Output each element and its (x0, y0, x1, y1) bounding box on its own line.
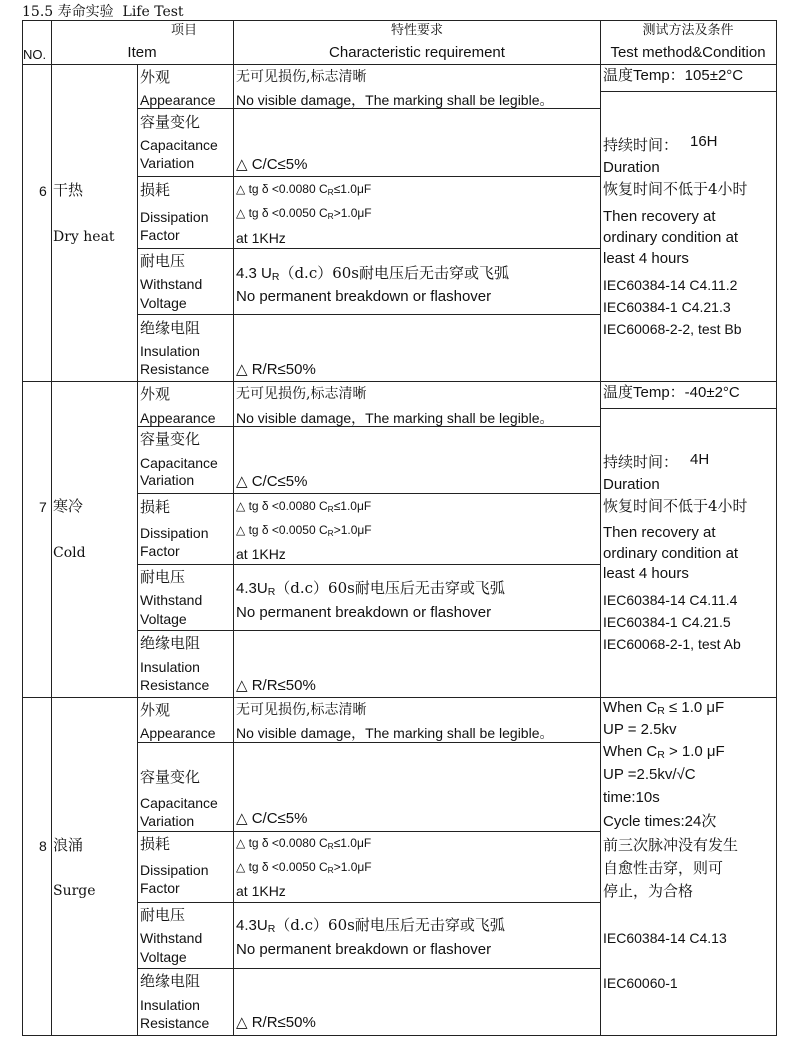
header-item-zh: 项目 (170, 23, 198, 38)
req-dissipation-freq: at 1KHz (236, 546, 286, 562)
cond-time: time:10s (603, 789, 660, 806)
header-item-en: Item (127, 44, 157, 61)
item-dissipation-en1: Dissipation (140, 525, 209, 541)
row-name-zh: 干热 (53, 181, 84, 199)
cond-recovery-en3: least 4 hours (603, 250, 689, 267)
req-withstand-en: No permanent breakdown or flashover (236, 941, 492, 958)
header-no: NO. (23, 47, 47, 62)
cond-recovery-zh: 恢复时间不低于4小时 (603, 497, 748, 515)
req-appearance-en: No visible damage，The marking shall be legible。 (236, 410, 554, 426)
item-insulation-en2: Resistance (140, 361, 210, 377)
cond-temp: 温度Temp：105±2°C (603, 67, 744, 84)
item-appearance-en: Appearance (140, 410, 216, 426)
cond-duration-zh: 持续时间： (603, 453, 679, 471)
item-insulation-en1: Insulation (140, 343, 200, 359)
row-name-zh: 浪涌 (53, 836, 84, 854)
req-dissipation-freq: at 1KHz (236, 883, 286, 899)
cond-recovery-en1: Then recovery at (603, 208, 716, 225)
header-test-zh: 测试方法及条件 (642, 23, 734, 38)
row-number: 7 (39, 499, 47, 515)
req-withstand-zh: $4.3U_R(d.c)60s$耐电压后无击穿或飞弧 (236, 579, 505, 598)
cond-duration-value: 16H (690, 133, 718, 150)
section-title: 15.5 寿命实验 Life Test (22, 4, 184, 20)
cond-recovery-en3: least 4 hours (603, 565, 689, 582)
item-insulation-en2: Resistance (140, 1015, 210, 1031)
row-name-zh: 寒冷 (53, 497, 84, 515)
cond-duration-zh: 持续时间： (603, 136, 679, 154)
item-capacitance-en1: Capacitance (140, 137, 218, 153)
cond-duration-en: Duration (603, 159, 660, 176)
req-withstand-en: No permanent breakdown or flashover (236, 288, 492, 305)
cond-temp: 温度Temp：-40±2°C (603, 384, 740, 401)
item-appearance-en: Appearance (140, 725, 216, 741)
item-withstand-zh: 耐电压 (140, 252, 186, 270)
req-capacitance: △ C/C≤5% (236, 810, 308, 827)
cond-standard-2: IEC60384-1 C4.21.3 (603, 299, 731, 315)
item-dissipation-zh: 损耗 (140, 498, 171, 516)
item-capacitance-zh: 容量变化 (140, 768, 201, 786)
req-appearance-zh: 无可见损伤,标志清晰 (236, 386, 367, 402)
item-withstand-en2: Voltage (140, 949, 187, 965)
item-insulation-en1: Insulation (140, 659, 200, 675)
item-dissipation-en1: Dissipation (140, 209, 209, 225)
req-withstand-zh: 4.3 $U_R(d.c)60s$耐电压后无击穿或飞弧 (236, 264, 510, 283)
req-dissipation-line1: △ tg δ <0.0080 $C_R\le 1.0\mu F$ (236, 499, 372, 514)
cond-cycle-times: Cycle times:24次 (603, 813, 717, 830)
item-withstand-en1: Withstand (140, 276, 203, 292)
req-appearance-zh: 无可见损伤,标志清晰 (236, 69, 367, 85)
cond-standard-2: IEC60384-1 C4.21.5 (603, 614, 731, 630)
item-dissipation-en2: Factor (140, 543, 180, 559)
req-dissipation-line1: △ tg δ <0.0080 $C_R\le 1.0\mu F$ (236, 836, 372, 851)
cond-standard-3: IEC60068-2-2, test Bb (603, 321, 742, 337)
item-insulation-zh: 绝缘电阻 (140, 972, 201, 990)
req-dissipation-line2: △ tg δ <0.0050 $C_R>1.0\mu F$ (236, 206, 372, 221)
row-number: 6 (39, 183, 47, 199)
row-name-en: Surge (53, 883, 96, 899)
item-dissipation-en2: Factor (140, 227, 180, 243)
req-withstand-en: No permanent breakdown or flashover (236, 604, 492, 621)
item-capacitance-zh: 容量变化 (140, 113, 201, 131)
item-capacitance-en2: Variation (140, 472, 195, 488)
item-appearance-zh: 外观 (140, 68, 171, 86)
row-name-en: Cold (53, 545, 86, 561)
item-dissipation-en1: Dissipation (140, 862, 209, 878)
cond-note-2: 自愈性击穿，则可 (603, 859, 724, 877)
cond-note-3: 停止，为合格 (603, 882, 694, 900)
req-capacitance: △ C/C≤5% (236, 156, 308, 173)
req-dissipation-line1: △ tg δ <0.0080 $C_R\le 1.0\mu F$ (236, 182, 372, 197)
cond-up-fixed: UP = 2.5kv (603, 721, 677, 738)
cond-duration-value: 4H (690, 451, 710, 468)
req-insulation: △ R/R≤50% (236, 1014, 316, 1031)
cond-recovery-en1: Then recovery at (603, 524, 716, 541)
cond-recovery-en2: ordinary condition at (603, 229, 739, 246)
item-dissipation-zh: 损耗 (140, 835, 171, 853)
item-dissipation-zh: 损耗 (140, 181, 171, 199)
req-withstand-zh: $4.3U_R(d.c)60s$耐电压后无击穿或飞弧 (236, 916, 505, 935)
item-appearance-zh: 外观 (140, 385, 171, 403)
req-dissipation-line2: △ tg δ <0.0050 $C_R>1.0\mu F$ (236, 523, 372, 538)
req-appearance-en: No visible damage，The marking shall be legible。 (236, 92, 554, 108)
item-appearance-en: Appearance (140, 92, 216, 108)
cond-standard-3: IEC60068-2-1, test Ab (603, 636, 741, 652)
item-capacitance-en1: Capacitance (140, 795, 218, 811)
cond-recovery-zh: 恢复时间不低于4小时 (603, 180, 748, 198)
header-test-en: Test method&Condition (610, 44, 766, 61)
req-insulation: △ R/R≤50% (236, 677, 316, 694)
item-capacitance-en2: Variation (140, 813, 195, 829)
item-appearance-zh: 外观 (140, 701, 171, 719)
item-withstand-en2: Voltage (140, 611, 187, 627)
cond-note-1: 前三次脉冲没有发生 (603, 836, 739, 854)
item-dissipation-en2: Factor (140, 880, 180, 896)
header-characteristic-zh: 特性要求 (390, 23, 444, 38)
cond-when-c-gt: When $C_R > 1.0$ μF (603, 743, 725, 761)
item-withstand-en1: Withstand (140, 592, 203, 608)
item-withstand-en2: Voltage (140, 295, 187, 311)
item-withstand-en1: Withstand (140, 930, 203, 946)
cond-standard-1: IEC60384-14 C4.13 (603, 930, 727, 946)
row-number: 8 (39, 838, 47, 854)
item-capacitance-en2: Variation (140, 155, 195, 171)
req-appearance-zh: 无可见损伤,标志清晰 (236, 702, 367, 718)
cond-standard-1: IEC60384-14 C4.11.2 (603, 277, 738, 293)
cond-up-formula: UP =2.5kv/√C (603, 766, 696, 783)
item-capacitance-en1: Capacitance (140, 455, 218, 471)
req-insulation: △ R/R≤50% (236, 361, 316, 378)
cond-standard-1: IEC60384-14 C4.11.4 (603, 592, 738, 608)
req-dissipation-freq: at 1KHz (236, 230, 286, 246)
item-withstand-zh: 耐电压 (140, 906, 186, 924)
item-insulation-en2: Resistance (140, 677, 210, 693)
cond-when-c-le: When $C_R \le 1.0$ μF (603, 699, 725, 717)
item-insulation-en1: Insulation (140, 997, 200, 1013)
req-capacitance: △ C/C≤5% (236, 473, 308, 490)
item-withstand-zh: 耐电压 (140, 568, 186, 586)
req-dissipation-line2: △ tg δ <0.0050 $C_R>1.0\mu F$ (236, 860, 372, 875)
item-insulation-zh: 绝缘电阻 (140, 634, 201, 652)
item-capacitance-zh: 容量变化 (140, 430, 201, 448)
cond-recovery-en2: ordinary condition at (603, 545, 739, 562)
req-appearance-en: No visible damage，The marking shall be legible。 (236, 725, 554, 741)
cond-standard-2: IEC60060-1 (603, 975, 678, 991)
cond-duration-en: Duration (603, 476, 660, 493)
item-insulation-zh: 绝缘电阻 (140, 319, 201, 337)
row-name-en: Dry heat (53, 229, 115, 245)
header-characteristic-en: Characteristic requirement (329, 44, 505, 61)
